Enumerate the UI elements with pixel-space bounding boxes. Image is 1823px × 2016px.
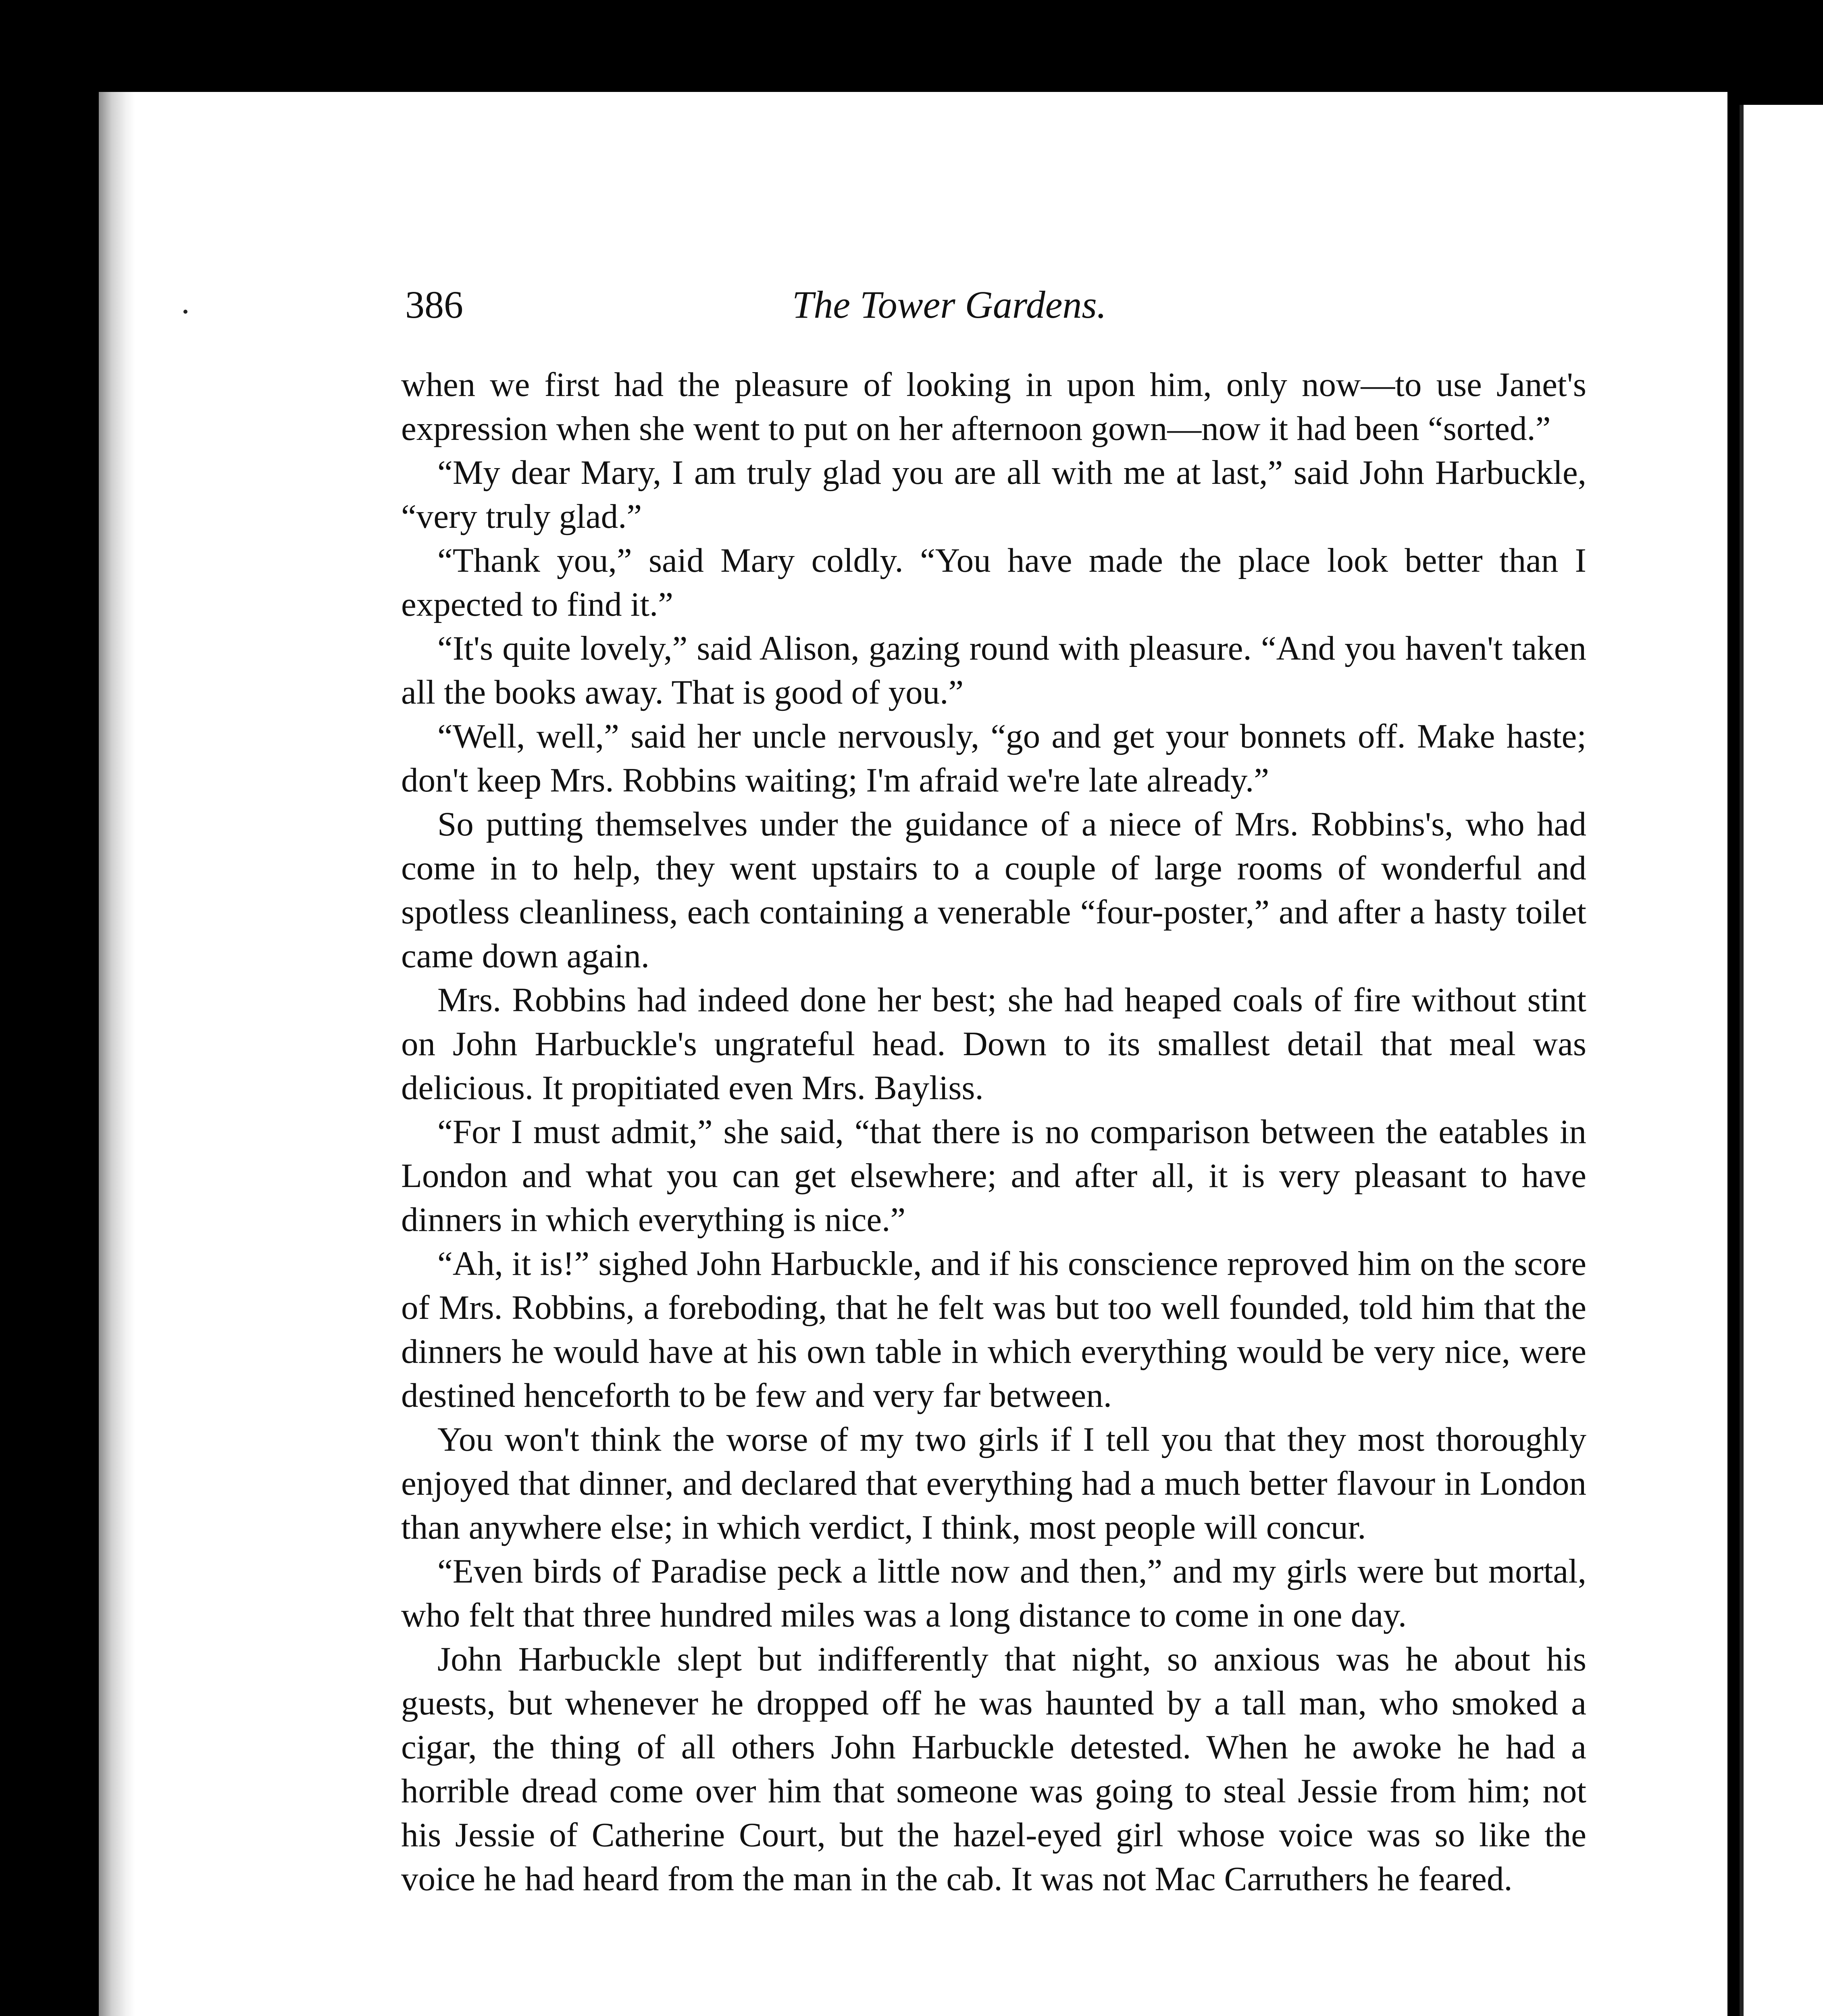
paragraph: Mrs. Robbins had indeed done her best; she had heaped coals of fire without stint on John Harbuckle's ungrateful head. Down to its smallest detail that meal was delicious. It propitiated even Mrs. Bayliss. (401, 981, 1586, 1107)
paragraph: “Thank you,” said Mary coldly. “You have made the place look better than I expected to find it.” (401, 541, 1586, 623)
paragraph: John Harbuckle slept but indifferently that night, so anxious was he about his guests, but whenever he dropped off he was haunted by a tall man, who smoked a cigar, the thing of all others John Harbuckle detested. When he awoke he had a horrible dread come over him that someone was going to steal Jessie from him; not his Jessie of Catherine Court, but the hazel-eyed girl whose voice was so like the voice he had heard from the man in the cab. It was not Mac Carruthers he feared. (401, 1640, 1586, 1898)
paragraph: You won't think the worse of my two girls if I tell you that they most thoroughly enjoyed that dinner, and declared that everything had a much better flavour in London than anywhere else; in which verdict, I think, most people will concur. (401, 1420, 1586, 1546)
page-header (405, 282, 1586, 339)
paragraph: So putting themselves under the guidance of a niece of Mrs. Robbins's, who had come in to help, they went upstairs to a couple of large rooms of wonderful and spotless cleanliness, each containing a venerable “four-poster,” and after a hasty toilet came down again. (401, 805, 1586, 975)
paragraph: when we first had the pleasure of looking in upon him, only now—to use Janet's expression when she went to put on her afternoon gown—now it had been “sorted.” (401, 366, 1586, 448)
paragraph: “Ah, it is!” sighed John Harbuckle, and if his conscience reproved him on the score of Mrs. Robbins, a foreboding, that he felt was but too well founded, told him that the dinners he would have at his own table in which everything would be very nice, were destined henceforth to be few and very far between. (401, 1245, 1586, 1414)
facing-page-edge (1740, 105, 1823, 2016)
paragraph: “Well, well,” said her uncle nervously, “go and get your bonnets off. Make haste; don't keep Mrs. Robbins waiting; I'm afraid we're late already.” (401, 717, 1586, 799)
paragraph: “It's quite lovely,” said Alison, gazing round with pleasure. “And you haven't taken all the books away. That is good of you.” (401, 629, 1586, 711)
running-title: The Tower Gardens. (792, 283, 1107, 326)
body-text (401, 363, 1586, 1901)
paragraph: “My dear Mary, I am truly glad you are all with me at last,” said John Harbuckle, “very truly glad.” (401, 454, 1586, 535)
paragraph: “For I must admit,” she said, “that there is no comparison between the eatables in London and what you can get elsewhere; and after all, it is very pleasant to have dinners in which everything is nice.” (401, 1113, 1586, 1239)
page-number: 386 (405, 283, 463, 326)
paragraph: “Even birds of Paradise peck a little now and then,” and my girls were but mortal, who felt that three hundred miles was a long distance to come in one day. (401, 1552, 1586, 1634)
page-gutter-shadow (99, 92, 135, 2016)
scan-speck (183, 310, 187, 314)
